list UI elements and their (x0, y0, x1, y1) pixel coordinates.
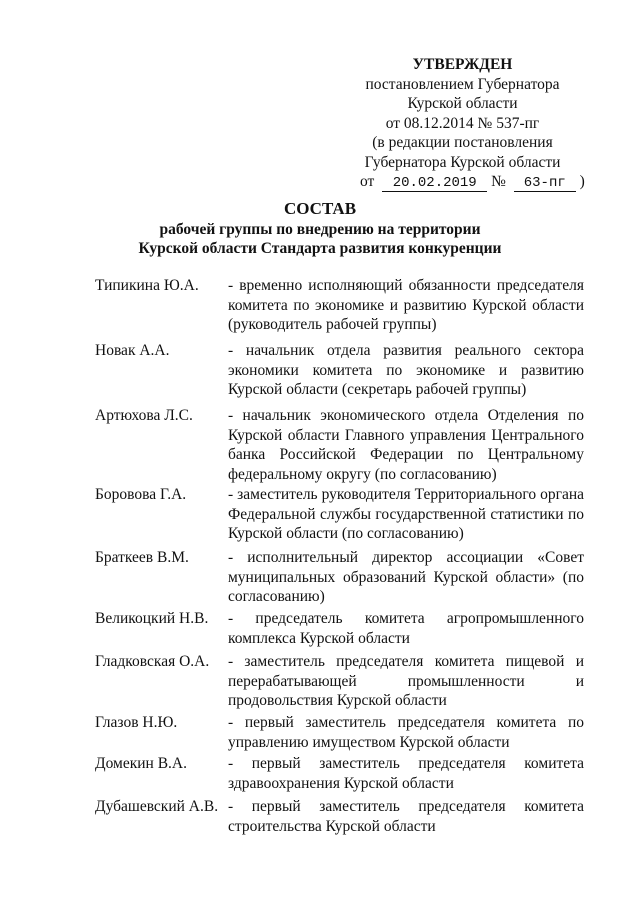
member-role: - первый заместитель председателя комитета по управлению имуществом Курской области (228, 714, 584, 751)
member-row (0, 485, 640, 548)
member-row (0, 406, 640, 485)
member-role: - временно исполняющий обязанности председателя комитета по экономике и развитию Курской области (руководитель рабочей группы) (228, 277, 584, 333)
member-role: - начальник экономического отдела Отделения по Курской области Главного управления Центрального банка Российской Федерации по Центральному федеральному округу (по согласованию) (228, 407, 584, 483)
member-role: - первый заместитель председателя комитета здравоохранения Курской области (228, 755, 584, 792)
amendment-number: 63-пг (514, 176, 576, 192)
number-prefix: № (491, 173, 506, 190)
member-row (0, 548, 640, 609)
member-name: Глазов Н.Ю. (95, 714, 178, 731)
member-name: Типикина Ю.А. (95, 277, 199, 294)
member-row (0, 652, 640, 713)
approval-line-2: Курской области (407, 95, 518, 112)
document-subtitle-line-2: Курской области Стандарта развития конкуренции (138, 240, 502, 257)
amendment-date: 20.02.2019 (382, 176, 487, 192)
member-name: Браткеев В.М. (95, 549, 189, 566)
member-row (0, 276, 640, 341)
approval-stamp: УТВЕРЖДЕН (412, 56, 513, 73)
approval-line-4: (в редакции постановления (372, 134, 553, 151)
member-name: Домекин В.А. (95, 755, 187, 772)
member-role: - заместитель председателя комитета пищевой и перерабатывающей промышленности и продовольствия Курской области (228, 653, 584, 709)
member-role: - заместитель руководителя Территориального органа Федеральной службы государственной статистики по Курской области (по согласованию) (228, 486, 584, 542)
approval-line-1: постановлением Губернатора (365, 75, 560, 93)
member-row (0, 341, 640, 406)
document-heading (0, 198, 640, 258)
member-row (0, 754, 640, 797)
document-subtitle-line-1: рабочей группы по внедрению на территории (159, 221, 481, 238)
member-name: Боровова Г.А. (95, 486, 187, 503)
member-name: Дубашевский А.В. (95, 798, 219, 815)
approval-line-3: от 08.12.2014 № 537-пг (385, 114, 540, 132)
amendment-date-line (350, 172, 585, 192)
approval-line-5: Губернатора Курской области (364, 153, 561, 171)
closing-paren: ) (579, 173, 585, 190)
member-row (0, 797, 640, 837)
member-role: - исполнительный директор ассоциации «Совет муниципальных образований Курской области» (по согласованию) (228, 549, 584, 605)
member-name: Гладковская О.А. (95, 653, 210, 670)
member-role: - первый заместитель председателя комитета строительства Курской области (228, 798, 584, 835)
approval-block (350, 55, 585, 192)
date-prefix: от (360, 173, 375, 190)
member-name: Новак А.А. (95, 342, 170, 359)
member-row (0, 713, 640, 754)
member-role: - председатель комитета агропромышленного комплекса Курской области (228, 610, 584, 647)
member-row (0, 609, 640, 652)
member-name: Артюхова Л.С. (95, 407, 193, 424)
members-list (0, 276, 640, 837)
member-name: Великоцкий Н.В. (95, 610, 209, 627)
document-title: СОСТАВ (283, 199, 357, 218)
member-role: - начальник отдела развития реального сектора экономики комитета по экономике и развитию Курской области (секретарь рабочей группы) (228, 342, 584, 398)
